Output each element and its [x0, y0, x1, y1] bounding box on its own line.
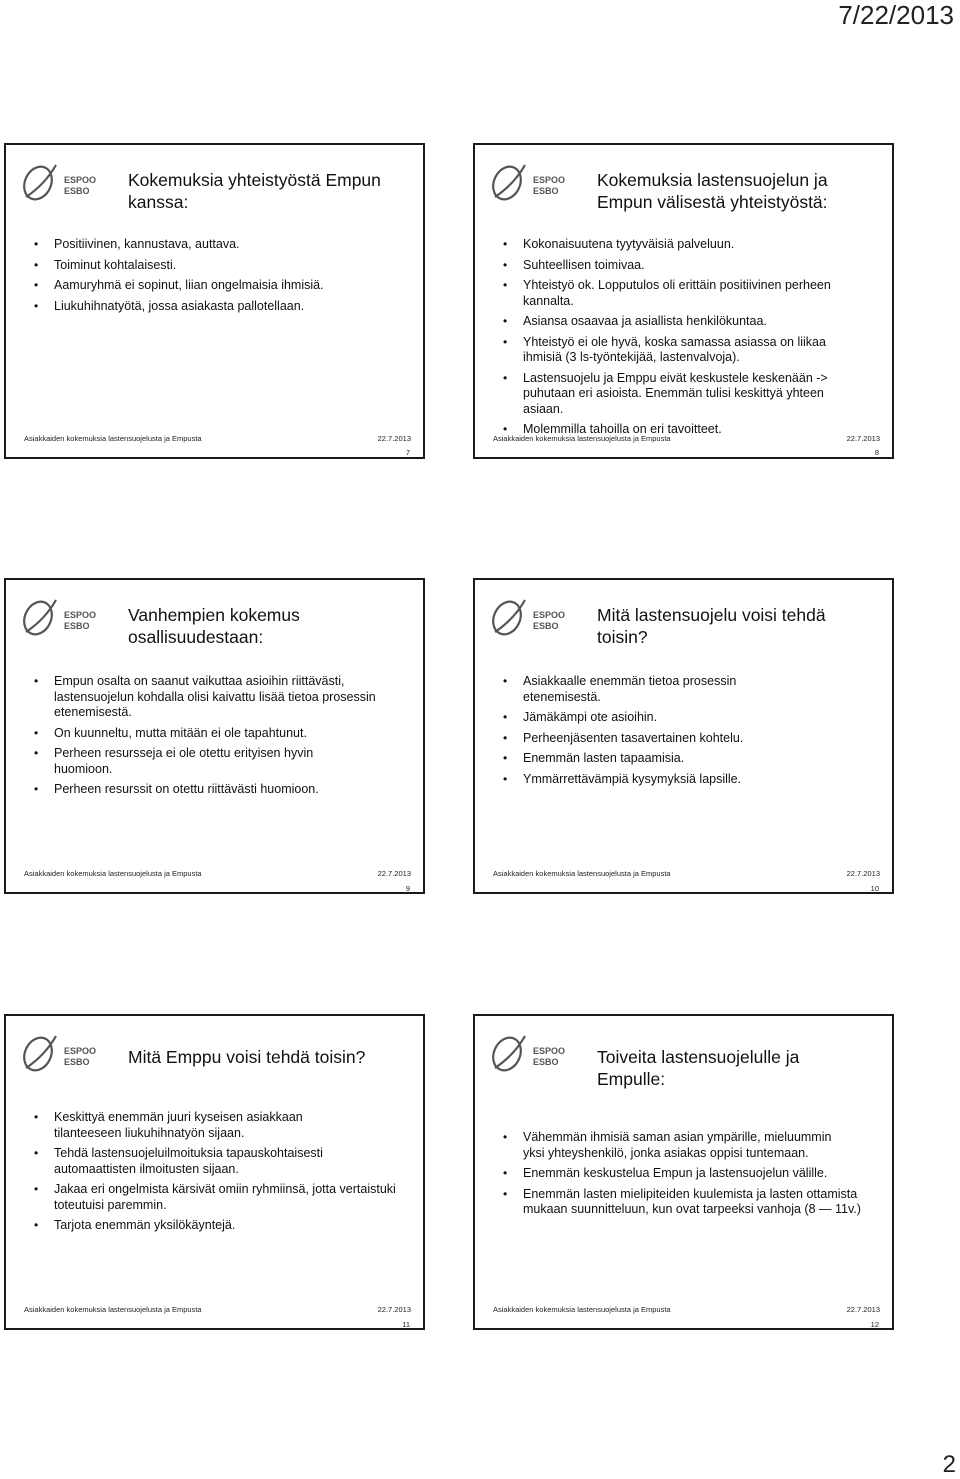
slide-footer-text: Asiakkaiden kokemuksia lastensuojelusta ja Empusta: [493, 434, 671, 443]
espoo-logo-icon: [20, 1030, 106, 1078]
slide-number: 9: [405, 884, 410, 893]
slide-number: 11: [402, 1320, 410, 1329]
list-item: • Suhteellisen toimivaa.: [503, 258, 873, 274]
slide-9: [4, 578, 425, 894]
slide-title: Mitä Emppu voisi tehdä toisin?: [128, 1047, 366, 1067]
list-item: • Kokonaisuutena tyytyväisiä palveluun.: [503, 237, 873, 253]
list-item: • Lastensuojelu ja Emppu eivät keskustele keskenään -> puhutaan eri asioista. Enemmän tulisi keskittyä yhteen asiaan.: [503, 371, 843, 418]
svg-text:ESPOO: ESPOO: [64, 610, 97, 620]
list-item: • Enemmän keskustelua Empun ja lastensuojelun välille.: [503, 1166, 853, 1182]
bullet-list: [503, 237, 873, 443]
list-item: • Yhteistyö ei ole hyvä, koska samassa asiassa on liikaa ihmisiä (3 ls-työntekijää, lastenvalvoja).: [503, 335, 863, 366]
slide-footer-text: Asiakkaiden kokemuksia lastensuojelusta ja Empusta: [24, 1305, 202, 1314]
page-date: 7/22/2013: [838, 0, 954, 30]
slide-11: [4, 1014, 425, 1330]
list-item: • Empun osalta on saanut vaikuttaa asioihin riittävästi, lastensuojelun kohdalla olisi kaivattu lisää tietoa prosessin etenemisestä.: [34, 674, 394, 721]
list-item: • Asiansa osaavaa ja asiallista henkilökuntaa.: [503, 314, 873, 330]
list-item: • Positiivinen, kannustava, auttava.: [34, 237, 404, 253]
list-item: • Toiminut kohtalaisesti.: [34, 258, 404, 274]
slide-8: [473, 143, 894, 459]
svg-text:ESPOO: ESPOO: [533, 175, 566, 185]
slide-title: Vanhempien kokemus osallisuudestaan:: [128, 605, 300, 647]
list-item: • Vähemmän ihmisiä saman asian ympärille, mieluummin yksi yhteyshenkilö, jonka asiakas oppisi tuntemaan.: [503, 1130, 843, 1161]
slide-title: Mitä lastensuojelu voisi tehdä toisin?: [597, 605, 826, 647]
list-item: • On kuunneltu, mutta mitään ei ole tapahtunut.: [34, 726, 404, 742]
slide-title: Kokemuksia lastensuojelun ja Empun välisestä yhteistyöstä:: [597, 170, 828, 212]
svg-text:ESBO: ESBO: [64, 1057, 90, 1067]
slide-footer-date: 22.7.2013: [846, 434, 880, 443]
espoo-logo-icon: [20, 594, 106, 642]
slide-number: 12: [870, 1320, 879, 1329]
bullet-list: [34, 1110, 404, 1239]
svg-text:ESBO: ESBO: [64, 621, 90, 631]
espoo-logo-icon: [489, 159, 575, 207]
list-item: • Ymmärrettävämpiä kysymyksiä lapsille.: [503, 772, 873, 788]
list-item: • Tarjota enemmän yksilökäyntejä.: [34, 1218, 404, 1234]
slide-footer-date: 22.7.2013: [846, 1305, 880, 1314]
list-item: • Enemmän lasten tapaamisia.: [503, 751, 873, 767]
list-item: • Enemmän lasten mielipiteiden kuulemista ja lasten ottamista mukaan suunnitteluun, kun ovat tarpeeksi vanhoja (8 — 11v.): [503, 1187, 873, 1218]
svg-text:ESBO: ESBO: [533, 1057, 559, 1067]
svg-text:ESPOO: ESPOO: [533, 610, 566, 620]
svg-text:ESPOO: ESPOO: [64, 175, 97, 185]
slide-number: 7: [405, 448, 410, 457]
svg-text:ESBO: ESBO: [533, 186, 559, 196]
list-item: • Aamuryhmä ei sopinut, liian ongelmaisia ihmisiä.: [34, 278, 404, 294]
list-item: • Jämäkämpi ote asioihin.: [503, 710, 873, 726]
svg-text:ESPOO: ESPOO: [533, 1046, 566, 1056]
slide-footer-text: Asiakkaiden kokemuksia lastensuojelusta ja Empusta: [493, 1305, 671, 1314]
list-item: • Keskittyä enemmän juuri kyseisen asiakkaan tilanteeseen liukuhihnatyön sijaan.: [34, 1110, 364, 1141]
slide-footer-date: 22.7.2013: [846, 869, 880, 878]
slide-10: [473, 578, 894, 894]
slide-footer-text: Asiakkaiden kokemuksia lastensuojelusta ja Empusta: [24, 434, 202, 443]
slide-title: Kokemuksia yhteistyöstä Empun kanssa:: [128, 170, 381, 212]
bullet-list: [503, 674, 873, 792]
list-item: • Yhteistyö ok. Lopputulos oli erittäin positiivinen perheen kannalta.: [503, 278, 843, 309]
bullet-list: [34, 237, 404, 319]
slide-number: 10: [870, 884, 879, 893]
slide-footer-text: Asiakkaiden kokemuksia lastensuojelusta ja Empusta: [24, 869, 202, 878]
list-item: • Perheenjäsenten tasavertainen kohtelu.: [503, 731, 873, 747]
bullet-list: [34, 674, 404, 803]
espoo-logo-icon: [489, 594, 575, 642]
list-item: • Perheen resursseja ei ole otettu erityisen hyvin huomioon.: [34, 746, 364, 777]
list-item: • Liukuhihnatyötä, jossa asiakasta pallotellaan.: [34, 299, 404, 315]
list-item: • Tehdä lastensuojeluilmoituksia tapauskohtaisesti automaattisten ilmoitusten sijaan.: [34, 1146, 384, 1177]
espoo-logo-icon: [20, 159, 106, 207]
list-item: • Molemmilla tahoilla on eri tavoitteet.: [503, 422, 873, 438]
slide-number: 8: [874, 448, 879, 457]
slide-7: [4, 143, 425, 459]
svg-text:ESPOO: ESPOO: [64, 1046, 97, 1056]
svg-text:ESBO: ESBO: [533, 621, 559, 631]
list-item: • Asiakkaalle enemmän tietoa prosessin etenemisestä.: [503, 674, 803, 705]
slide-footer-text: Asiakkaiden kokemuksia lastensuojelusta ja Empusta: [493, 869, 671, 878]
page-number: 2: [942, 1451, 956, 1478]
list-item: • Jakaa eri ongelmista kärsivät omiin ryhmiinsä, jotta vertaistuki toteutuisi paremmin.: [34, 1182, 404, 1213]
slide-footer-date: 22.7.2013: [377, 869, 411, 878]
slide-footer-date: 22.7.2013: [377, 1305, 411, 1314]
slide-12: [473, 1014, 894, 1330]
espoo-logo-icon: [489, 1030, 575, 1078]
bullet-list: [503, 1130, 873, 1223]
svg-text:ESBO: ESBO: [64, 186, 90, 196]
list-item: • Perheen resurssit on otettu riittävästi huomioon.: [34, 782, 404, 798]
slide-footer-date: 22.7.2013: [377, 434, 411, 443]
slide-title: Toiveita lastensuojelulle ja Empulle:: [597, 1047, 800, 1089]
